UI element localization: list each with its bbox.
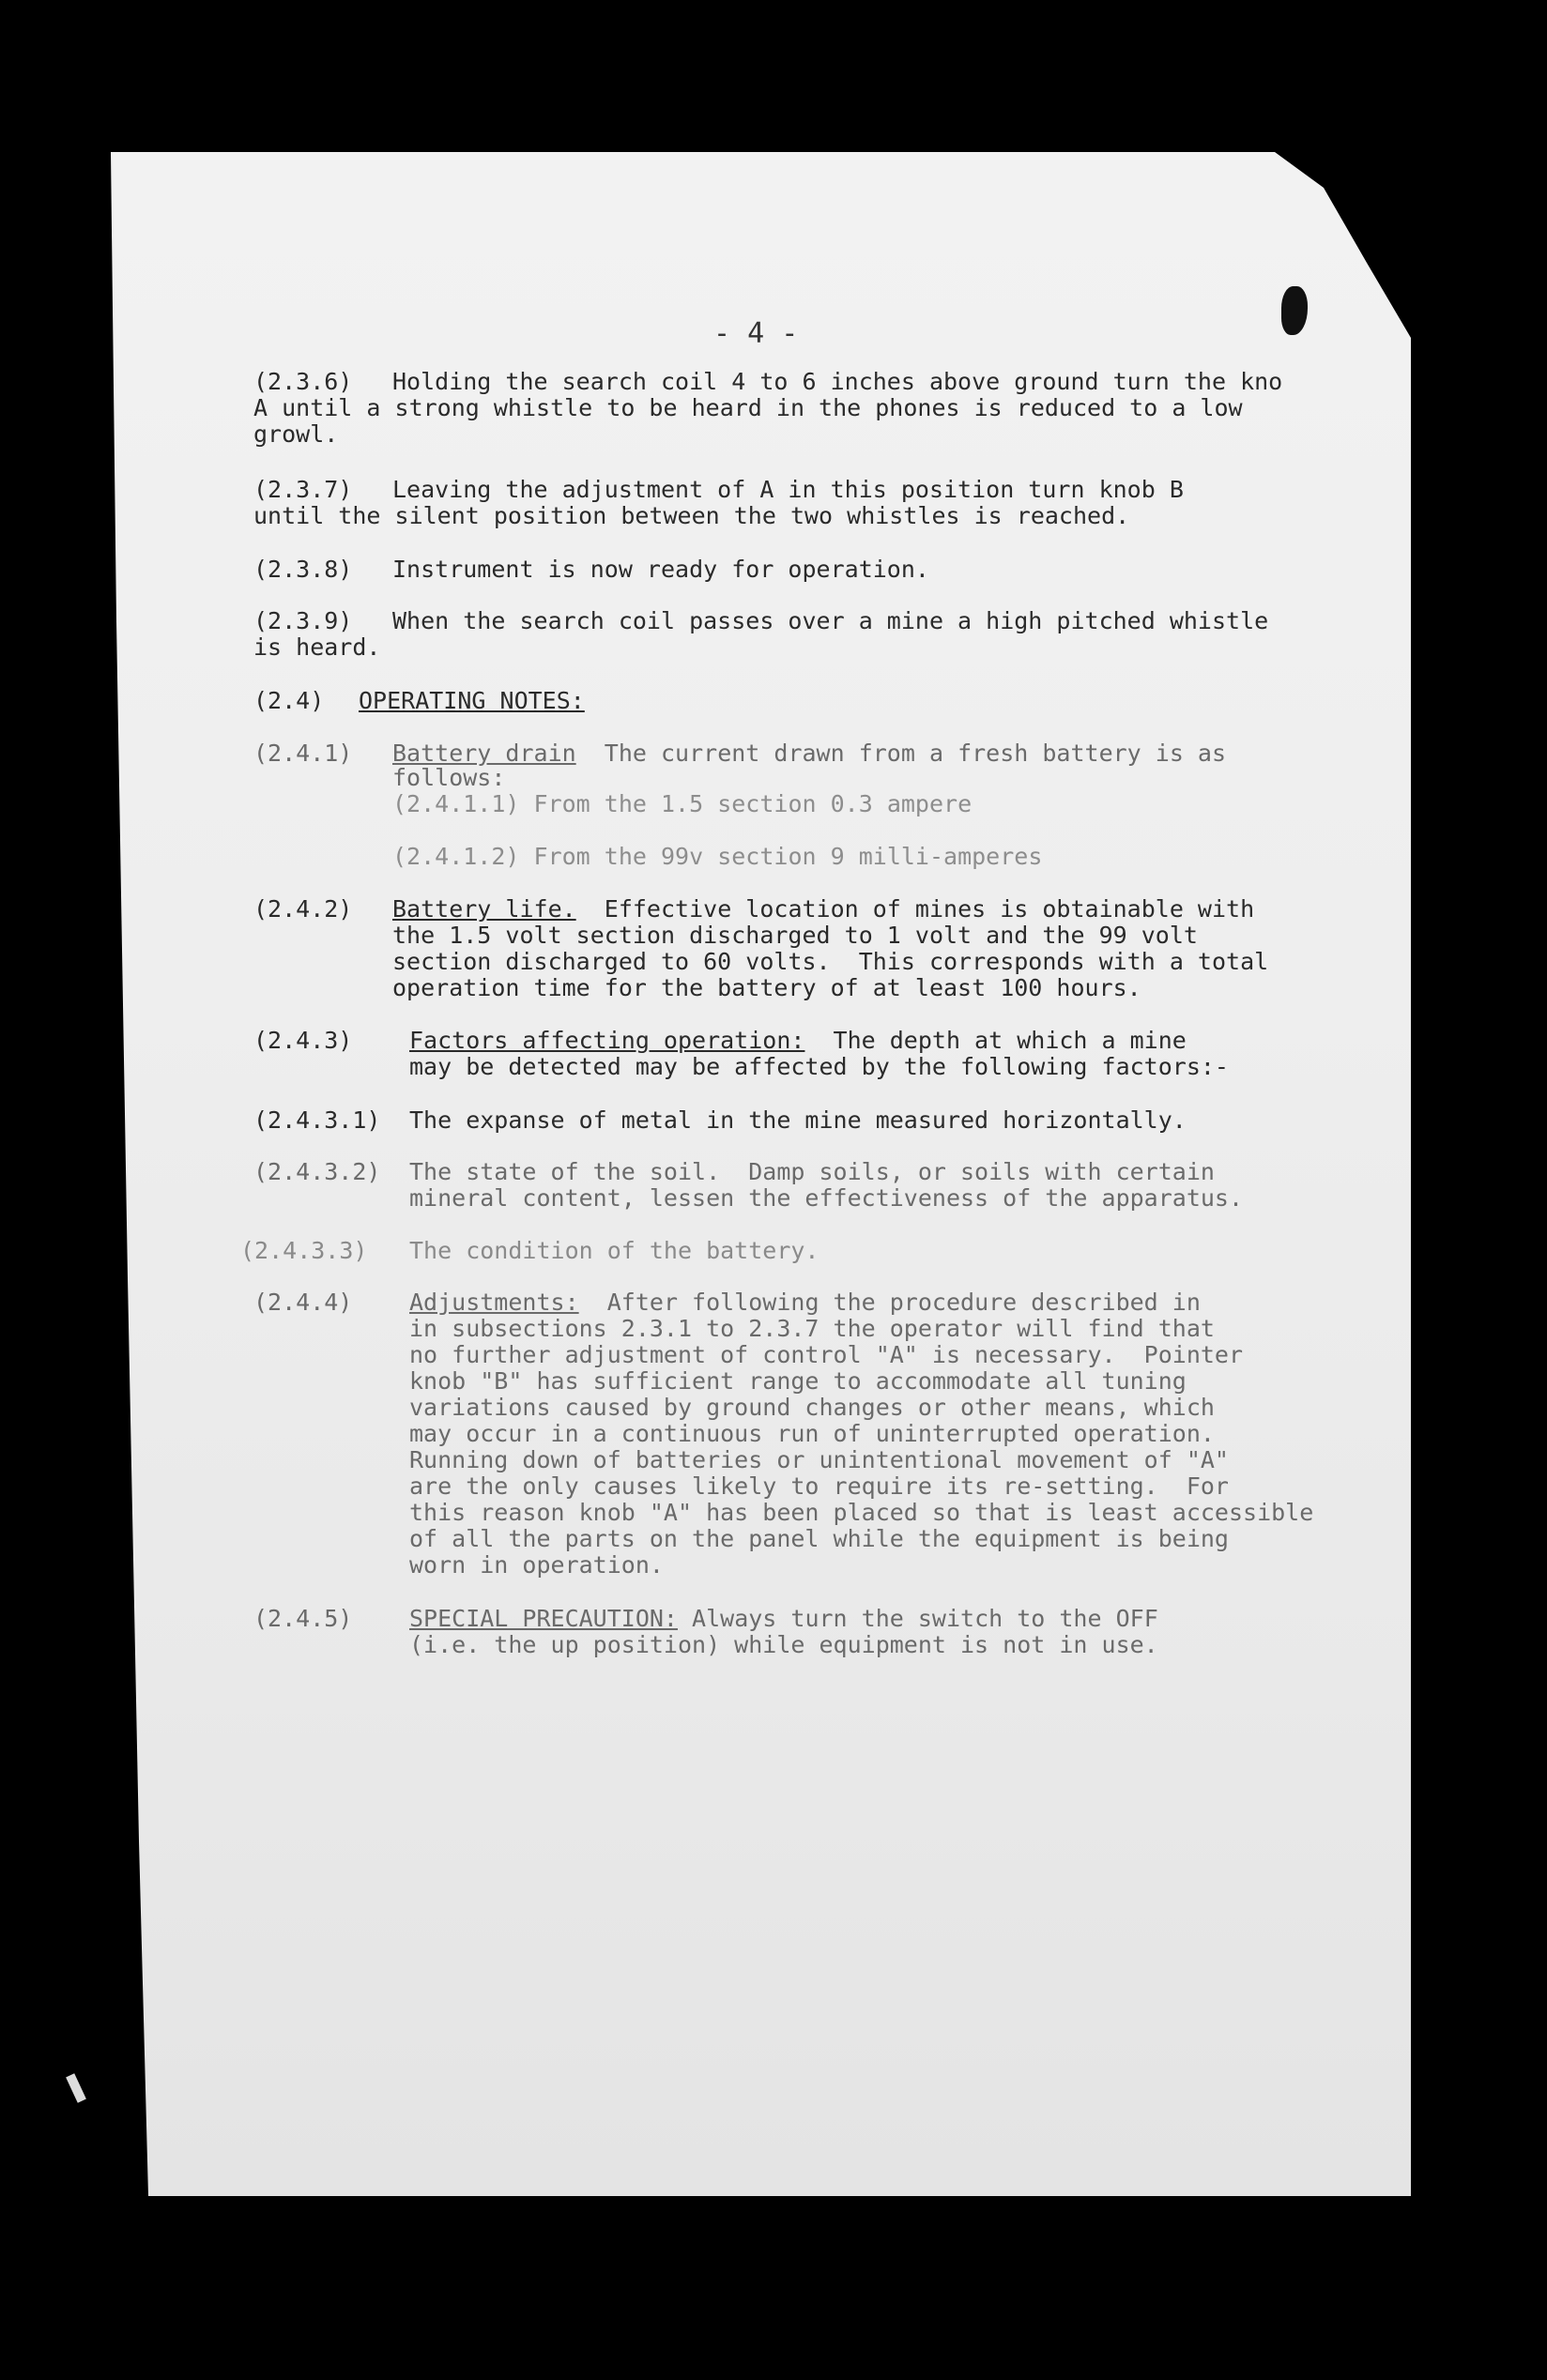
para-text: The condition of the battery.: [409, 1237, 819, 1264]
para-text: The state of the soil. Damp soils, or soils with certain: [409, 1158, 1215, 1185]
sub-number: (2.4.1.2): [392, 843, 520, 870]
para-text: Holding the search coil 4 to 6 inches above ground turn the kno: [392, 368, 1283, 395]
para-number: (2.4.3): [253, 1027, 353, 1054]
para-number: (2.3.8): [253, 556, 353, 583]
section-heading-text: OPERATING NOTES:: [359, 687, 585, 714]
para-2-4-3-2-line-1: [253, 1159, 1215, 1185]
para-2-4-2-line-4: operation time for the battery of at least 100 hours.: [392, 974, 1141, 1001]
para-number: (2.4.1): [253, 740, 353, 767]
sub-text: From the 99v section 9 milli-amperes: [533, 843, 1043, 870]
sub-text: From the 1.5 section 0.3 ampere: [533, 790, 973, 817]
para-number: (2.4.3.2): [253, 1158, 381, 1185]
para-text: Leaving the adjustment of A in this position turn knob B: [392, 476, 1184, 503]
para-2-4-4-line-9: this reason knob "A" has been placed so that is least accessible: [409, 1499, 1314, 1526]
para-2-4-4-line-1: [253, 1289, 1201, 1316]
para-2-3-6-line-2: A until a strong whistle to be heard in the phones is reduced to a low: [253, 394, 1243, 421]
para-2-4-4-line-2: in subsections 2.3.1 to 2.3.7 the operator will find that: [409, 1315, 1215, 1342]
para-2-4-1-1: [392, 791, 972, 817]
para-2-3-8-line-1: [253, 557, 929, 583]
para-text: The depth at which a mine: [833, 1027, 1187, 1054]
para-text: After following the procedure described in: [606, 1289, 1201, 1316]
para-text: The current drawn from a fresh battery is as: [604, 740, 1227, 767]
para-text: Instrument is now ready for operation.: [392, 556, 929, 583]
para-text: Always turn the switch to the OFF: [692, 1605, 1158, 1632]
para-number: (2.4.2): [253, 895, 353, 923]
para-2-3-7-line-1: [253, 477, 1184, 503]
para-2-4-4-line-10: of all the parts on the panel while the equipment is being: [409, 1525, 1229, 1552]
para-2-4-1-line-1: [253, 740, 1226, 767]
section-2-4-heading: [253, 688, 585, 714]
para-title: Battery life.: [392, 895, 576, 923]
para-2-4-4-line-4: knob "B" has sufficient range to accommodate all tuning: [409, 1367, 1187, 1395]
sub-number: (2.4.1.1): [392, 790, 520, 817]
para-number: (2.3.7): [253, 476, 353, 503]
para-2-4-4-line-11: worn in operation.: [409, 1551, 664, 1579]
para-text: The expanse of metal in the mine measured horizontally.: [409, 1106, 1187, 1134]
para-number: (2.3.6): [253, 368, 353, 395]
para-2-4-1-2: [392, 844, 1042, 870]
para-2-4-2-line-2: the 1.5 volt section discharged to 1 volt and the 99 volt: [392, 922, 1198, 949]
para-2-4-5-line-2: (i.e. the up position) while equipment is not in use.: [409, 1631, 1158, 1658]
para-2-4-3-2-line-2: mineral content, lessen the effectiveness of the apparatus.: [409, 1184, 1244, 1212]
para-title: Battery drain: [392, 740, 576, 767]
edge-mark: [66, 2073, 86, 2102]
para-2-4-3-line-1: [253, 1028, 1187, 1054]
para-number: (2.3.9): [253, 607, 353, 634]
para-title: SPECIAL PRECAUTION:: [409, 1605, 678, 1632]
para-number: (2.4.5): [253, 1605, 353, 1632]
para-2-4-4-line-7: Running down of batteries or unintentional movement of "A": [409, 1446, 1229, 1473]
para-2-3-7-line-2: until the silent position between the two whistles is reached.: [253, 502, 1130, 529]
para-2-4-1-line-2: follows:: [392, 764, 506, 791]
para-2-4-3-line-2: may be detected may be affected by the following factors:-: [409, 1053, 1229, 1080]
para-text: When the search coil passes over a mine a high pitched whistle: [392, 607, 1269, 634]
para-2-3-6-line-1: [253, 369, 1282, 395]
para-title: Factors affecting operation:: [409, 1027, 805, 1054]
para-2-4-2-line-1: [253, 896, 1254, 923]
para-number: (2.4.4): [253, 1289, 353, 1316]
para-2-4-4-line-3: no further adjustment of control "A" is necessary. Pointer: [409, 1341, 1244, 1368]
para-title: Adjustments:: [409, 1289, 579, 1316]
para-number: (2.4.3.3): [240, 1237, 368, 1264]
para-2-4-4-line-8: are the only causes likely to require its re-setting. For: [409, 1472, 1229, 1500]
para-text: Effective location of mines is obtainable with: [604, 895, 1255, 923]
para-number: (2.4): [253, 687, 325, 714]
para-2-4-3-1-line-1: [253, 1107, 1187, 1134]
para-2-4-4-line-5: variations caused by ground changes or other means, which: [409, 1394, 1215, 1421]
para-2-3-9-line-1: [253, 608, 1268, 634]
para-2-4-3-3-line-1: [240, 1238, 819, 1264]
para-2-4-4-line-6: may occur in a continuous run of uninterrupted operation.: [409, 1420, 1215, 1447]
page-number: - 4 -: [713, 317, 799, 350]
para-2-3-6-line-3: growl.: [253, 420, 339, 448]
para-2-4-5-line-1: [253, 1606, 1158, 1632]
para-2-3-9-line-2: is heard.: [253, 633, 381, 661]
para-number: (2.4.3.1): [253, 1106, 381, 1134]
para-2-4-2-line-3: section discharged to 60 volts. This corresponds with a total: [392, 948, 1269, 975]
